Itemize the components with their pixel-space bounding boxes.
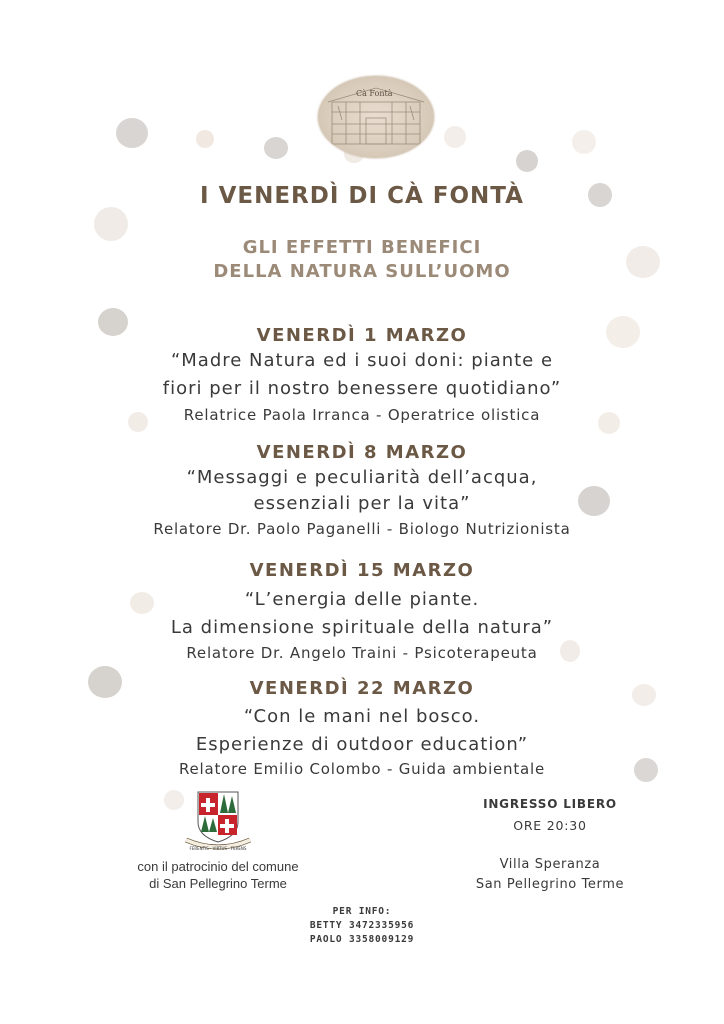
decor-dot (264, 137, 288, 159)
event-speaker: Relatore Dr. Angelo Traini - Psicoterapeuta (186, 644, 538, 662)
event-speaker: Relatore Emilio Colombo - Guida ambientale (178, 760, 546, 778)
logo-text: Cà Fontà (356, 89, 393, 98)
event-topic-line-2: La dimensione spirituale della natura” (170, 617, 554, 638)
decor-dot (572, 130, 596, 154)
venue-name: Villa Speranza (499, 857, 601, 872)
event-date: VENERDÌ 1 MARZO (256, 325, 468, 346)
venue-town: San Pellegrino Terme (475, 877, 625, 892)
crest-motto: FERENTIS · VIRTUS · FERENS (189, 846, 247, 851)
decor-dot (516, 150, 538, 172)
event-speaker: Relatrice Paola Irranca - Operatrice olistica (183, 406, 541, 424)
event-time: ORE 20:30 (513, 818, 587, 833)
page-title: I VENERDÌ DI CÀ FONTÀ (200, 183, 524, 209)
decor-dot (444, 126, 466, 148)
event-topic-line-1: “Madre Natura ed i suoi doni: piante e (170, 350, 554, 371)
info-contact-paolo: PAOLO 3358009129 (309, 934, 415, 945)
municipal-crest (180, 788, 256, 858)
event-topic-line-2: Esperienze di outdoor education” (195, 734, 529, 755)
event-topic-line-1: “L’energia delle piante. (244, 589, 480, 610)
event-topic-line-2: fiori per il nostro benessere quotidiano” (162, 378, 562, 399)
event-date: VENERDÌ 22 MARZO (249, 678, 475, 699)
info-label: PER INFO: (332, 906, 392, 917)
patronage-line-1: con il patrocinio del comune (137, 859, 299, 874)
event-speaker: Relatore Dr. Paolo Paganelli - Biologo Nutrizionista (153, 520, 571, 538)
event-date: VENERDÌ 15 MARZO (249, 560, 475, 581)
subtitle-line-2: DELLA NATURA SULL’UOMO (213, 261, 511, 282)
event-date: VENERDÌ 8 MARZO (256, 442, 468, 463)
decor-dot (94, 207, 128, 241)
decor-dot (116, 118, 148, 148)
venue-logo (318, 76, 434, 158)
event-topic-line-1: “Con le mani nel bosco. (243, 706, 481, 727)
patronage-line-2: di San Pellegrino Terme (149, 876, 287, 891)
event-topic-line-1: “Messaggi e peculiarità dell’acqua, (186, 467, 538, 488)
decor-dot (196, 130, 214, 148)
info-contact-betty: BETTY 3472335956 (309, 920, 415, 931)
entry-info: INGRESSO LIBERO (483, 797, 617, 811)
subtitle-line-1: GLI EFFETTI BENEFICI (242, 237, 482, 258)
event-topic-line-2: essenziali per la vita” (253, 493, 471, 514)
